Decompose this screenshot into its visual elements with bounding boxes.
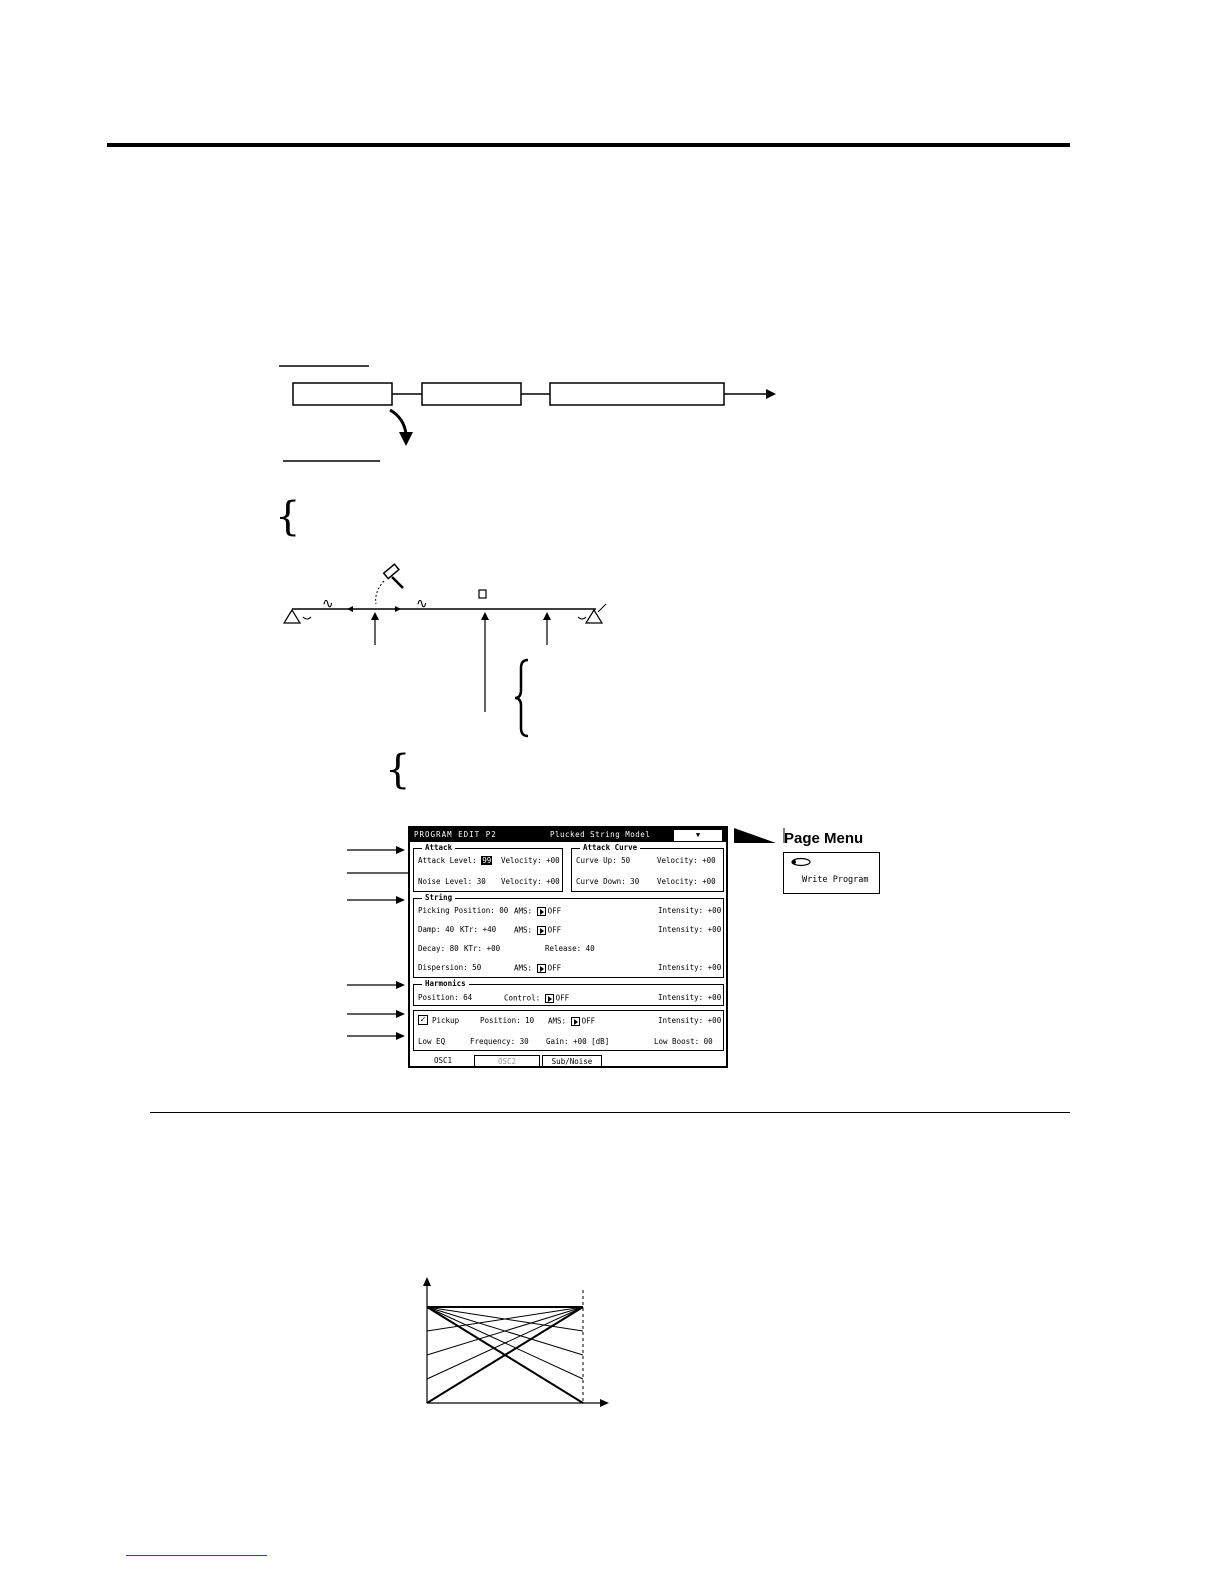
pickup-intensity[interactable]: Intensity: +00 <box>658 1016 722 1025</box>
block-3 <box>550 383 724 405</box>
play-icon[interactable] <box>537 964 546 973</box>
write-program-item[interactable]: Write Program <box>802 875 869 885</box>
pickup-ams-value[interactable]: OFF <box>581 1016 596 1026</box>
play-icon[interactable] <box>537 907 546 916</box>
intensity-a[interactable]: Intensity: +00 <box>658 906 722 915</box>
tab-osc1[interactable]: OSC1 <box>414 1055 472 1066</box>
curve-chart <box>423 1277 609 1407</box>
ams-label-b: AMS: <box>514 925 533 935</box>
output-arrowhead <box>766 389 776 399</box>
pickup-icon <box>479 590 486 598</box>
attack-level-label: Attack Level: <box>418 856 477 865</box>
svg-text:∿: ∿ <box>416 596 428 612</box>
attack-velocity-1[interactable]: Velocity: +00 <box>501 856 560 865</box>
dispersion[interactable]: Dispersion: 50 <box>418 963 482 972</box>
page-menu-label: Page Menu <box>784 830 864 847</box>
pin-icon <box>790 857 812 867</box>
block-1 <box>293 383 392 405</box>
section-rule <box>150 1112 1070 1113</box>
decay-ktr[interactable]: KTr: +00 <box>464 944 501 953</box>
attack-level-value[interactable]: 99 <box>482 856 492 865</box>
curve-up[interactable]: Curve Up: 50 <box>576 856 631 865</box>
brace-2 <box>515 660 528 736</box>
triangle-down-icon: ▼ <box>695 831 701 839</box>
bridge-left <box>284 610 300 623</box>
string-title: String <box>422 894 455 902</box>
page-menu-pointer <box>734 828 776 843</box>
low-eq-label: Low EQ <box>418 1037 446 1046</box>
low-eq-frequency[interactable]: Frequency: 30 <box>470 1037 529 1046</box>
brace-3: { <box>385 747 411 793</box>
play-icon[interactable] <box>545 994 554 1003</box>
attack-curve-title: Attack Curve <box>580 844 640 852</box>
ams-value-c[interactable]: OFF <box>547 963 562 973</box>
tab-osc2[interactable]: OSC2 <box>474 1055 540 1066</box>
hammer-icon <box>384 564 403 588</box>
svg-text:∿: ∿ <box>322 596 334 612</box>
pickup-position[interactable]: Position: 10 <box>480 1016 535 1025</box>
control-value[interactable]: OFF <box>555 993 570 1003</box>
model-name: Plucked String Model <box>550 830 651 839</box>
harmonics-section <box>413 979 724 1006</box>
ams-value-a[interactable]: OFF <box>547 906 562 916</box>
control-label: Control: <box>504 993 541 1003</box>
ams-label-a: AMS: <box>514 906 533 916</box>
ams-label-c: AMS: <box>514 963 533 973</box>
screen-title: PROGRAM EDIT P2 <box>414 830 497 839</box>
attack-section <box>413 843 563 892</box>
low-eq-gain[interactable]: Gain: +00 [dB] <box>546 1037 610 1046</box>
play-icon[interactable] <box>571 1017 580 1026</box>
intensity-b[interactable]: Intensity: +00 <box>658 925 722 934</box>
damp[interactable]: Damp: 40 <box>418 925 455 934</box>
curve-down[interactable]: Curve Down: 30 <box>576 877 640 886</box>
noise-level[interactable]: Noise Level: 30 <box>418 877 486 886</box>
tab-bar <box>414 1054 724 1066</box>
curved-arrow <box>390 410 406 434</box>
harmonics-title: Harmonics <box>422 980 469 988</box>
picking-position[interactable]: Picking Position: 00 <box>418 906 509 915</box>
block-2 <box>422 383 521 405</box>
attack-title: Attack <box>422 844 455 852</box>
pickup-ams-label: AMS: <box>548 1016 567 1026</box>
program-edit-screen <box>408 826 728 1068</box>
brace-1: { <box>275 494 301 540</box>
harmonics-position[interactable]: Position: 64 <box>418 993 473 1002</box>
ams-value-b[interactable]: OFF <box>547 925 562 935</box>
harmonics-intensity[interactable]: Intensity: +00 <box>658 993 722 1002</box>
footer-link-rule <box>126 1555 267 1556</box>
attack-curve-section <box>571 843 724 892</box>
curve-velocity-2[interactable]: Velocity: +00 <box>657 877 716 886</box>
low-boost[interactable]: Low Boost: 00 <box>654 1037 713 1046</box>
pickup-section <box>413 1010 724 1051</box>
play-icon[interactable] <box>537 926 546 935</box>
pickup-label: Pickup <box>432 1016 460 1025</box>
bridge-right <box>586 610 602 623</box>
intensity-c[interactable]: Intensity: +00 <box>658 963 722 972</box>
curve-velocity-1[interactable]: Velocity: +00 <box>657 856 716 865</box>
decay[interactable]: Decay: 80 <box>418 944 459 953</box>
page-menu-popup <box>783 852 880 894</box>
screen-title-bar <box>410 828 726 842</box>
pickup-checkbox[interactable]: ✓ <box>418 1015 428 1025</box>
release[interactable]: Release: 40 <box>545 944 595 953</box>
page-menu-button[interactable] <box>674 830 722 841</box>
damp-ktr[interactable]: KTr: +40 <box>460 925 497 934</box>
string-section <box>413 893 724 978</box>
attack-velocity-2[interactable]: Velocity: +00 <box>501 877 560 886</box>
tab-sub-noise[interactable]: Sub/Noise <box>542 1055 602 1066</box>
